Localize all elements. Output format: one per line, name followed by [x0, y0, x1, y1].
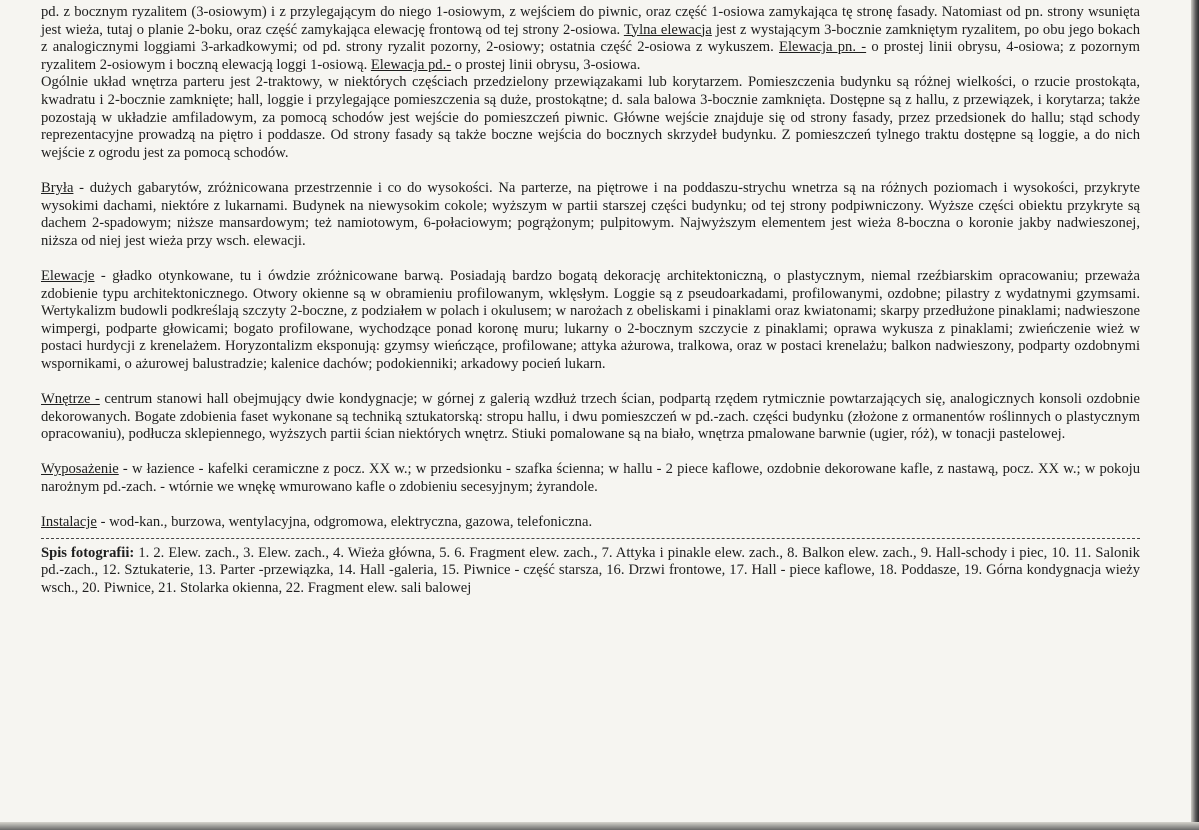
heading-rear-elevation: Tylna elewacja [623, 21, 712, 38]
paragraph-interior-layout: Ogólnie układ wnętrza parteru jest 2-traktowy, w niektórych częściach przedzielony przewiązakami lub korytarzem. Pomieszczenia budynku są różnej wielkości, o rzucie prostokąta, kwadratu i 2-bocznie zamknięte; hall, loggie i przylegające pomieszczenia są duże, prostokątne; d. sala balowa 3-bocznie zamknięta. Dostępne są z hallu, z przewiązek, i korytarza; także pozostają w układzie amfiladowym, za pomocą schodów jest wejście do pomieszczeń piwnic. Główne wejście znajduje się od strony fasady, przez przedsionek do hallu; stąd schody reprezentacyjne prowadzą na piętro i poddasze. Od strony fasady są także boczne wejścia do bocznych skrzydeł budynku. Z pomieszczeń tylnego traktu dostępne są loggie, a do nich wejście z ogrodu jest za pomocą schodów. [41, 74, 1140, 161]
text-span: - w łazience - kafelki ceramiczne z pocz. XX w.; w przedsionku - szafka ścienna; w hallu - 2 piece kaflowe, ozdobnie dekorowane kafle, z nastawą, pocz. XX w.; w pokoju narożnym pd.-zach. - wtórnie we wnękę wmurowano kafle o zdobieniu secesyjnym; żyrandole. [41, 461, 1140, 496]
text-span: o prostej linii obrysu, 3-osiowa. [451, 56, 641, 73]
text-span: - wod-kan., burzowa, wentylacyjna, odgromowa, elektryczna, gazowa, telefoniczna. [96, 514, 593, 531]
heading-wnetrze: Wnętrze - [41, 391, 100, 408]
scan-edge-bottom [0, 822, 1199, 830]
text-span: centrum stanowi hall obejmujący dwie kondygnacje; w górnej z galerią wzdłuż trzech ścian, podpartą rzędem rytmicznie powtarzających się, analogicznych konsoli ozdobnie dekorowanych. Bogate zdobienia faset wykonane są techniką sztukatorską: stropu hallu, i dwu pomieszczeń w pd.-zach. części budynku (złożone z ormanentów roślinnych o plastycznym opracowaniu), podłucza sklepiennego, wyższych partii ścian niektórych wnętrz. Stiuki pomalowane są na biało, wnętrza pmalowane barwnie (ugier, róż), w tonacji pastelowej. [41, 391, 1140, 443]
document-page [41, 4, 1140, 598]
paragraph-elewacje [41, 268, 1140, 374]
heading-instalacje: Instalacje [41, 514, 97, 531]
paragraph-photo-list [41, 545, 1140, 598]
text-span: - gładko otynkowane, tu i ówdzie zróżnicowane barwą. Posiadają bardzo bogatą dekorację architektoniczną, o plastycznym, niemal rzeźbiarskim opracowaniu; przeważa zdobienie typu architektonicznego. Otwory okienne są w obramieniu profilowanym, wklęsłym. Loggie są z pseudoarkadami, profilowanymi, ozdobne; pilastry z wydatnymi gzymsami. Wertykalizm budowli podkreślają szczyty 2-boczne, z podziałem w polach i okulusem; w narożach z obeliskami i pinaklami oraz kwiatonami; skarpy przedłużone pinaklami; nadwieszone wimpergi, podparte głowicami; bogato profilowane, wychodzące ponad koronę muru; lukarny o 2-bocznym szczycie z pinaklami; oprawa wykusza z pinaklami; zwieńczenie wież w postaci hurdycji z krenelażem. Horyzontalizm eksponują: gzymsy wieńczące, profilowane; attyka ażurowa, tralkowa, oraz w postaci krenelażu; balkon nadwieszony, podparty ozdobnymi wspornikami, o ażurowej balustradzie; kalenice dachów; podokienniki; arkadowy pocień lukarn. [41, 267, 1140, 372]
heading-bryla: Bryła [41, 179, 74, 196]
paragraph-facade [41, 4, 1140, 74]
text-span: - dużych gabarytów, zróżnicowana przestrzennie i co do wysokości. Na parterze, na piętrowe i na poddaszu-strychu wnetrza są na różnych poziomach i wysokości, przykryte wysokimi dachami, niektóre z lukarnami. Budynek na niewysokim cokole; wyższym w partii starszej części budynku; od tej strony podpiwniczony. Wyższe części obiektu przykryte są dachem 2-spadowym; niższe mansardowym; też namiotowym, 6-połaciowym; pogrążonym; pulpitowym. Najwyższym elementem jest wieża 8-boczna o koronie jakby nadwieszonej, niższa od niej jest wieża przy wsch. elewacji. [41, 179, 1140, 249]
paragraph-instalacje [41, 514, 1140, 532]
heading-wyposazenie: Wyposażenie [41, 461, 119, 478]
scan-edge-right [1191, 0, 1199, 830]
paragraph-wnetrze [41, 391, 1140, 444]
paragraph-wyposazenie [41, 461, 1140, 496]
text-span: jest z wystającym 3-bocznie zamkniętym ryzalitem, po obu jego bokach z analogicznymi loggiami 3-arkadkowymi; od pd. strony ryzalit pozorny, 2-osiowy; ostatnia część 2-osiowa z wykuszem. [41, 21, 1140, 56]
heading-elewacje: Elewacje [41, 267, 95, 284]
heading-north-elevation: Elewacja pn. - [779, 39, 867, 56]
text-span: 1. 2. Elew. zach., 3. Elew. zach., 4. Wieża główna, 5. 6. Fragment elew. zach., 7. Attyka i pinakle elew. zach., 8. Balkon elew. zach., 9. Hall-schody i piec, 10. 11. Salonik pd.-zach., 12. Sztukaterie, 13. Parter -przewiązka, 14. Hall -galeria, 15. Piwnice - część starsza, 16. Drzwi frontowe, 17. Hall - piece kaflowe, 18. Poddasze, 19. Górna kondygnacja wieży wsch., 20. Piwnice, 21. Stolarka okienna, 22. Fragment elew. sali balowej [41, 544, 1140, 596]
text-span: o prostej linii obrysu, 4-osiowa; z pozornym ryzalitem 2-osiowym i boczną elewacją loggi 1-osiową. [41, 39, 1141, 73]
paragraph-bryla [41, 180, 1140, 250]
heading-south-elevation: Elewacja pd.- [370, 56, 452, 73]
text-span: pd. z bocznym ryzalitem (3-osiowym) i z przylegającym do niego 1-osiowym, z wejściem do piwnic, oraz część 1-osiowa zamykająca tę stronę fasady. Natomiast od pn. strony wsunięta jest wieża, tutaj o planie 2-boku, oraz część zamykająca elewację frontową od tej strony 2-osiowa. [41, 4, 1140, 38]
heading-photo-list: Spis fotografii: [41, 544, 135, 561]
dashed-divider [41, 538, 1140, 539]
